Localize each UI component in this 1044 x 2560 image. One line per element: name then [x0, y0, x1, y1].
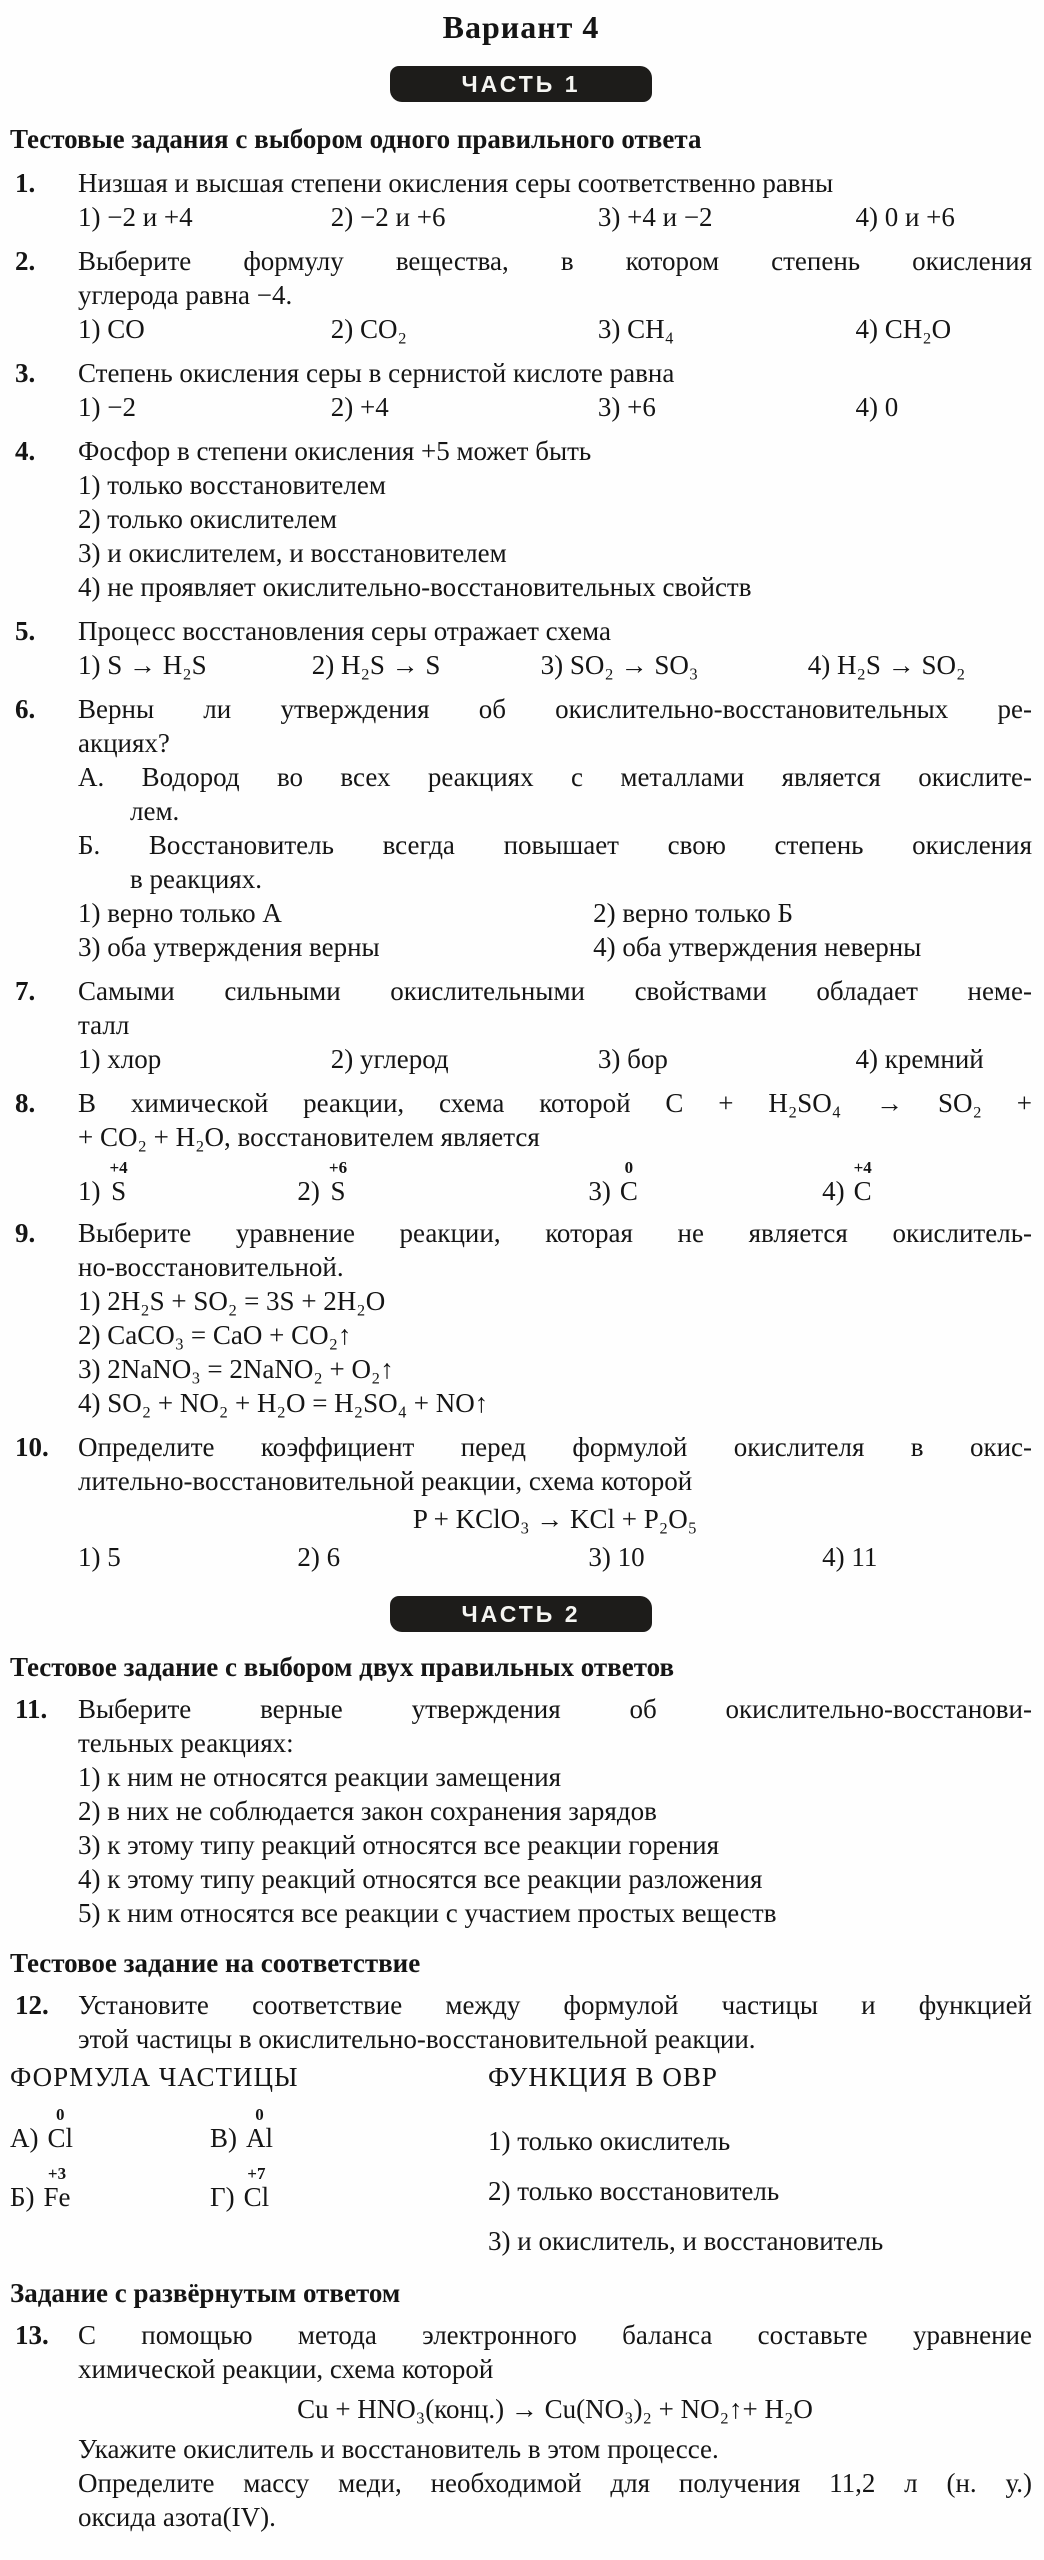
question-text-line: Определите массу меди, необходимой для получения 11,2 л (н. у.): [78, 2468, 1032, 2498]
element-symbol: Cl: [243, 2182, 270, 2212]
answer-option: [822, 1160, 1032, 1206]
answer-option: 3) оба утверждения верны: [78, 932, 380, 962]
part2-two-answers-heading: Тестовое задание с выбором двух правильных ответов: [10, 1652, 675, 1682]
answer-option: 3) CH₄: [597, 314, 675, 344]
question-number: 6.: [15, 694, 36, 724]
answer-option: 2) в них не соблюдается закон сохранения зарядов: [78, 1796, 657, 1826]
answer-option: 3) 10: [588, 1542, 645, 1572]
part2-badge-row: [10, 1596, 1032, 1632]
match-table: [10, 2060, 1032, 2258]
answer-options-grid: [78, 896, 1032, 964]
answer-option: 3) SO₂ → SO₃: [540, 650, 699, 680]
element-with-oxidation-state: [244, 2166, 270, 2212]
option-label: 2): [297, 1176, 320, 1206]
element-symbol: Fe: [43, 2182, 71, 2212]
question-text-line: Выберите верные утверждения об окислительно-восстанови-: [78, 1694, 1032, 1724]
answer-options-row: [78, 1160, 1032, 1206]
function-option: 1) только окислитель: [488, 2126, 731, 2156]
option-label: 3): [588, 1176, 611, 1206]
answer-options-row: [78, 390, 1032, 424]
question-11: [10, 1692, 1032, 1930]
answer-option: 4) 11: [822, 1542, 878, 1572]
question-text-line: тельных реакциях:: [78, 1728, 294, 1758]
question-text-line: Определите коэффициент перед формулой окислителя в окис-: [78, 1432, 1032, 1462]
question-number: 10.: [15, 1432, 49, 1462]
element-with-oxidation-state: [620, 1160, 638, 1206]
answer-option: 1) S → H₂S: [78, 650, 207, 680]
question-text-line: С помощью метода электронного баланса составьте уравнение: [78, 2320, 1032, 2350]
answer-option: 4) 0: [855, 392, 899, 422]
page-title: Вариант 4: [442, 9, 600, 45]
part1-heading: Тестовые задания с выбором одного правильного ответа: [10, 124, 702, 154]
question-text-line: Верны ли утверждения об окислительно-восстановительных ре-: [78, 694, 1032, 724]
answer-options-stack: [78, 1284, 1032, 1420]
answer-option: 2) −2 и +6: [330, 202, 446, 232]
particle-item: [10, 2166, 210, 2212]
oxidation-state: 0: [255, 2105, 264, 2124]
question-number: 12.: [15, 1990, 49, 2020]
oxidation-state: +3: [47, 2164, 67, 2183]
answer-option: 2) CO₂: [330, 314, 407, 344]
reaction-scheme: Cu + HNO₃(конц.) → Cu(NO₃)₂ + NO₂↑+ H₂O: [297, 2394, 813, 2424]
oxidation-state: 0: [56, 2105, 65, 2124]
element-symbol: C: [853, 1176, 872, 1206]
particle-label: В): [210, 2123, 237, 2153]
answer-option: 2) верно только Б: [593, 898, 794, 928]
answer-option: 3) к этому типу реакций относятся все реакции горения: [78, 1830, 720, 1860]
particle-item: [10, 2107, 210, 2153]
question-text-line: Степень окисления серы в сернистой кислоте равна: [78, 358, 675, 388]
element-with-oxidation-state: [854, 1160, 872, 1206]
answer-options-row: [78, 200, 1032, 234]
answer-option: 4) к этому типу реакций относятся все реакции разложения: [78, 1864, 763, 1894]
function-option: 2) только восстановитель: [488, 2176, 780, 2206]
answer-option: 2) 6: [297, 1542, 341, 1572]
part1-badge: ЧАСТЬ 1: [390, 66, 652, 102]
question-10: [10, 1430, 1032, 1574]
question-number: 13.: [15, 2320, 49, 2350]
answer-option: 2) +4: [330, 392, 389, 422]
answer-option: 2) H₂S → S: [311, 650, 441, 680]
question-number: 5.: [15, 616, 36, 646]
particle-formula-header: ФОРМУЛА ЧАСТИЦЫ: [10, 2062, 299, 2092]
function-column: [488, 2060, 1032, 2258]
question-number: 7.: [15, 976, 36, 1006]
answer-option: 5) к ним относятся все реакции с участием простых веществ: [78, 1898, 777, 1928]
question-1: [10, 166, 1032, 234]
question-text-line: химической реакции, схема которой: [78, 2354, 494, 2384]
oxidation-state: +7: [247, 2164, 266, 2183]
answer-option: 1) хлор: [78, 1044, 162, 1074]
element-symbol: S: [330, 1176, 346, 1206]
particle-item: [210, 2166, 410, 2212]
question-text-line: Выберите уравнение реакции, которая не является окислитель-: [78, 1218, 1032, 1248]
question-number: 11.: [15, 1694, 48, 1724]
particle-formula-column: [10, 2060, 488, 2258]
statement-a-line: лем.: [130, 796, 180, 826]
element-symbol: Al: [246, 2123, 273, 2153]
element-with-oxidation-state: [48, 2107, 74, 2153]
answer-options-row: [78, 1540, 1032, 1574]
answer-option: 1) 2H₂S + SO₂ = 3S + 2H₂O: [78, 1286, 386, 1316]
function-option: 3) и окислитель, и восстановитель: [488, 2226, 884, 2256]
answer-option: [588, 1160, 822, 1206]
answer-option: 1) −2: [78, 392, 136, 422]
question-9: [10, 1216, 1032, 1420]
function-header: ФУНКЦИЯ В ОВР: [488, 2062, 718, 2092]
particle-label: Б): [10, 2182, 35, 2212]
question-7: [10, 974, 1032, 1076]
question-3: [10, 356, 1032, 424]
question-text-line: В химической реакции, схема которой C + H₂SO₄ → SO₂ +: [78, 1088, 1032, 1118]
answer-option: 4) оба утверждения неверны: [593, 932, 922, 962]
question-8: [10, 1086, 1032, 1206]
particle-label: Г): [210, 2182, 235, 2212]
question-text-line: акциях?: [78, 728, 170, 758]
question-text-line: лительно-восстановительной реакции, схема которой: [78, 1466, 693, 1496]
answer-option: 3) и окислителем, и восстановителем: [78, 538, 507, 568]
part1-badge-row: [10, 66, 1032, 102]
element-symbol: Cl: [47, 2123, 74, 2153]
answer-option: 4) 0 и +6: [855, 202, 955, 232]
answer-option: [78, 1160, 297, 1206]
particle-row: [10, 2107, 488, 2153]
question-number: 9.: [15, 1218, 36, 1248]
answer-options-row: [78, 648, 1032, 682]
answer-option: 3) 2NaNO₃ = 2NaNO₂ + O₂↑: [78, 1354, 394, 1384]
question-text-line: талл: [78, 1010, 130, 1040]
question-text-line: + CO₂ + H₂O, восстановителем является: [78, 1122, 540, 1152]
answer-option: 1) верно только А: [78, 898, 282, 928]
oxidation-state: +6: [328, 1158, 348, 1177]
statement-a-line: А. Водород во всех реакциях с металлами является окислите-: [78, 762, 1032, 792]
option-label: 4): [822, 1176, 845, 1206]
element-symbol: S: [111, 1176, 127, 1206]
oxidation-state: 0: [624, 1158, 634, 1177]
matching-task-heading: Тестовое задание на соответствие: [10, 1948, 421, 1978]
question-2: [10, 244, 1032, 346]
answer-option: 1) 5: [78, 1542, 121, 1572]
answer-option: 4) не проявляет окислительно-восстановительных свойств: [78, 572, 752, 602]
answer-option: 4) CH₂O: [855, 314, 952, 344]
answer-option: 2) углерод: [330, 1044, 449, 1074]
part2-badge: ЧАСТЬ 2: [390, 1596, 652, 1632]
question-number: 1.: [15, 168, 36, 198]
element-with-oxidation-state: [44, 2166, 71, 2212]
element-symbol: C: [619, 1176, 638, 1206]
answer-option: 2) CaCO₃ = CaO + CO₂↑: [78, 1320, 352, 1350]
question-number: 4.: [15, 436, 36, 466]
question-text-line: но-восстановительной.: [78, 1252, 344, 1282]
particle-row: [10, 2166, 488, 2212]
question-number: 3.: [15, 358, 36, 388]
particle-item: [210, 2107, 410, 2153]
question-text-line: Низшая и высшая степени окисления серы соответственно равны: [78, 168, 834, 198]
element-with-oxidation-state: [110, 1160, 128, 1206]
question-13: [10, 2318, 1032, 2534]
statement-b-line: в реакциях.: [130, 864, 262, 894]
particle-label: А): [10, 2123, 39, 2153]
extended-answer-heading: Задание с развёрнутым ответом: [10, 2278, 401, 2308]
answer-option: 2) только окислителем: [78, 504, 337, 534]
element-with-oxidation-state: [246, 2107, 273, 2153]
question-text-line: углерода равна −4.: [78, 280, 293, 310]
answer-options-row: [78, 312, 1032, 346]
element-with-oxidation-state: [329, 1160, 347, 1206]
statement-b-line: Б. Восстановитель всегда повышает свою степень окисления: [78, 830, 1032, 860]
question-4: [10, 434, 1032, 604]
question-text-line: Самыми сильными окислительными свойствами обладает неме-: [78, 976, 1032, 1006]
answer-option: [297, 1160, 588, 1206]
oxidation-state: +4: [109, 1158, 128, 1177]
question-number: 8.: [15, 1088, 36, 1118]
answer-option: 3) бор: [597, 1044, 668, 1074]
answer-option: 1) CO: [78, 314, 145, 344]
question-text-line: Фосфор в степени окисления +5 может быть: [78, 436, 592, 466]
answer-option: 1) только восстановителем: [78, 470, 386, 500]
question-text-line: Укажите окислитель и восстановитель в этом процессе.: [78, 2434, 719, 2464]
reaction-scheme: P + KClO₃ → KCl + P₂O₅: [412, 1504, 698, 1534]
answer-option: 4) H₂S → SO₂: [807, 650, 966, 680]
answer-option: 1) −2 и +4: [78, 202, 193, 232]
answer-option: 3) +4 и −2: [597, 202, 713, 232]
question-number: 2.: [15, 246, 36, 276]
question-text-line: Процесс восстановления серы отражает схема: [78, 616, 611, 646]
answer-options-stack: [78, 468, 1032, 604]
option-label: 1): [78, 1176, 101, 1206]
question-6: [10, 692, 1032, 964]
question-text-line: этой частицы в окислительно-восстановительной реакции.: [78, 2024, 756, 2054]
question-12: [10, 1988, 1032, 2056]
question-text-line: Установите соответствие между формулой частицы и функцией: [78, 1990, 1032, 2020]
answer-option: 1) к ним не относятся реакции замещения: [78, 1762, 562, 1792]
answer-option: 4) кремний: [855, 1044, 984, 1074]
question-5: [10, 614, 1032, 682]
answer-option: 4) SO₂ + NO₂ + H₂O = H₂SO₄ + NO↑: [78, 1388, 489, 1418]
oxidation-state: +4: [853, 1158, 872, 1177]
question-text-line: оксида азота(IV).: [78, 2502, 276, 2532]
answer-option: 3) +6: [597, 392, 656, 422]
answer-options-stack: [78, 1760, 1032, 1930]
question-text-line: Выберите формулу вещества, в котором степень окисления: [78, 246, 1032, 276]
answer-options-row: [78, 1042, 1032, 1076]
